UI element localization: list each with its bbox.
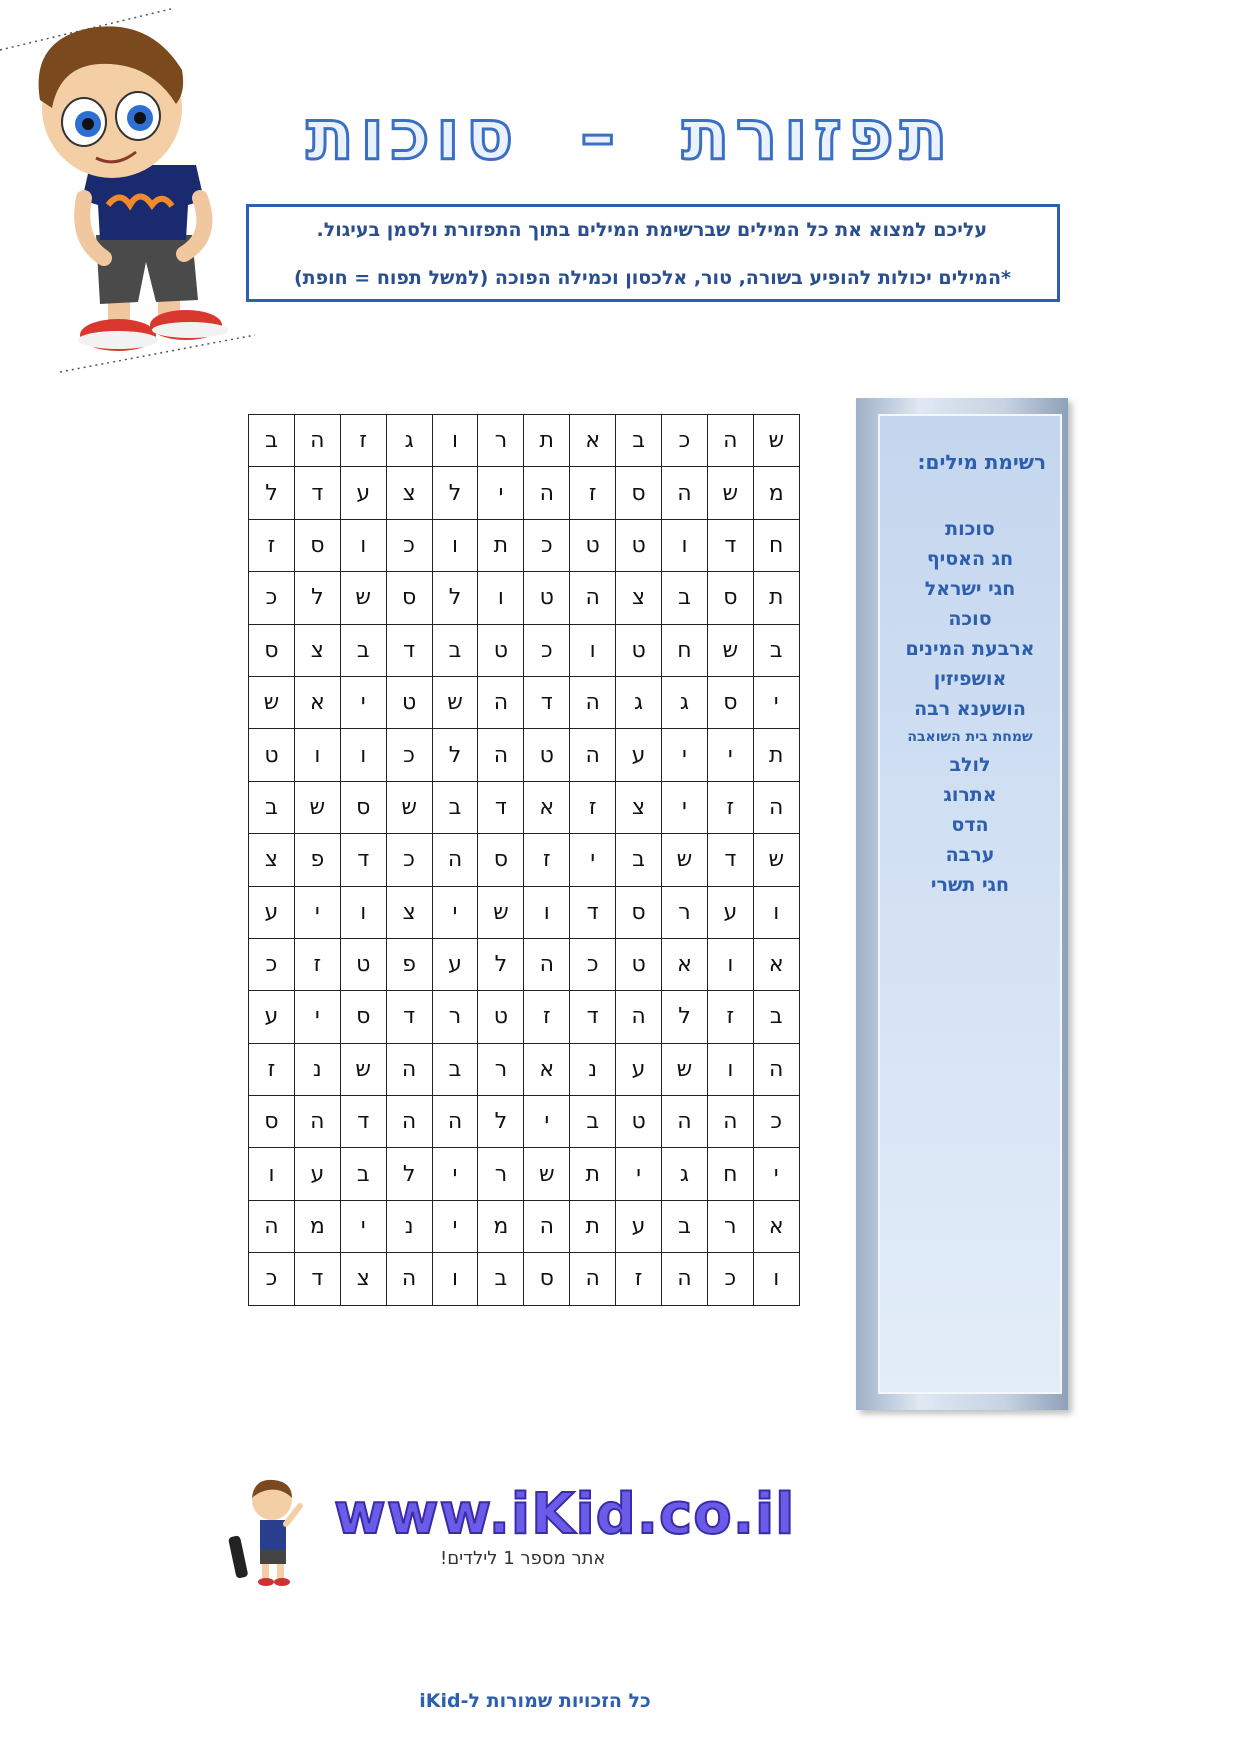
logo-url[interactable]: www.iKid.co.il — [334, 1482, 796, 1547]
grid-cell[interactable]: ו — [432, 519, 478, 571]
grid-cell[interactable]: פ — [386, 938, 432, 990]
grid-cell[interactable]: י — [662, 729, 708, 781]
grid-cell[interactable]: ו — [753, 886, 799, 938]
grid-cell[interactable]: ש — [524, 1148, 570, 1200]
grid-cell[interactable]: ו — [570, 624, 616, 676]
grid-cell[interactable]: י — [432, 1200, 478, 1252]
grid-cell[interactable]: ח — [707, 1148, 753, 1200]
grid-cell[interactable]: א — [570, 415, 616, 467]
grid-cell[interactable]: צ — [340, 1253, 386, 1305]
grid-row — [249, 624, 800, 676]
grid-cell[interactable]: ז — [249, 519, 295, 571]
word-item: שמחת בית השואבה — [907, 729, 1033, 745]
grid-cell[interactable]: ר — [478, 1043, 524, 1095]
grid-cell[interactable]: ת — [570, 1200, 616, 1252]
word-item: סוכות — [945, 518, 995, 540]
grid-cell[interactable]: ב — [432, 1043, 478, 1095]
grid-cell[interactable]: י — [570, 834, 616, 886]
grid-row — [249, 676, 800, 728]
grid-row — [249, 415, 800, 467]
grid-cell[interactable]: נ — [386, 1200, 432, 1252]
grid-cell[interactable]: ט — [616, 519, 662, 571]
grid-cell[interactable]: ת — [478, 519, 524, 571]
grid-cell[interactable]: כ — [386, 729, 432, 781]
grid-cell[interactable]: מ — [294, 1200, 340, 1252]
grid-cell[interactable]: י — [524, 1096, 570, 1148]
grid-cell[interactable]: ה — [294, 415, 340, 467]
grid-cell[interactable]: ל — [432, 729, 478, 781]
grid-cell[interactable]: ד — [386, 624, 432, 676]
word-item: לולב — [949, 754, 991, 776]
grid-cell[interactable]: י — [616, 1148, 662, 1200]
grid-cell[interactable]: ה — [707, 1096, 753, 1148]
grid-cell[interactable]: ז — [249, 1043, 295, 1095]
grid-cell[interactable]: ש — [294, 781, 340, 833]
grid-cell[interactable]: ז — [707, 991, 753, 1043]
grid-cell[interactable]: ל — [662, 991, 708, 1043]
grid-cell[interactable]: כ — [524, 624, 570, 676]
grid-cell[interactable]: ה — [616, 991, 662, 1043]
word-list-panel-inner — [878, 414, 1062, 1394]
grid-cell[interactable]: י — [753, 1148, 799, 1200]
grid-cell[interactable]: ס — [249, 1096, 295, 1148]
grid-cell[interactable]: א — [294, 676, 340, 728]
grid-cell[interactable]: ש — [753, 415, 799, 467]
grid-row — [249, 1253, 800, 1305]
word-list-title: רשימת מילים: — [917, 450, 1046, 474]
grid-cell[interactable]: ו — [432, 415, 478, 467]
word-item: הדס — [951, 814, 989, 836]
grid-cell[interactable]: י — [294, 991, 340, 1043]
grid-cell[interactable]: מ — [478, 1200, 524, 1252]
grid-cell[interactable]: ו — [294, 729, 340, 781]
grid-cell[interactable]: ת — [524, 415, 570, 467]
grid-cell[interactable]: ט — [570, 519, 616, 571]
grid-cell[interactable]: ת — [570, 1148, 616, 1200]
grid-cell[interactable]: ה — [753, 781, 799, 833]
grid-cell[interactable]: ו — [432, 1253, 478, 1305]
grid-cell[interactable]: ר — [432, 991, 478, 1043]
grid-cell[interactable]: ו — [478, 572, 524, 624]
grid-cell[interactable]: ע — [707, 886, 753, 938]
grid-cell[interactable]: כ — [524, 519, 570, 571]
grid-cell[interactable]: ס — [616, 886, 662, 938]
grid-cell[interactable]: ז — [524, 991, 570, 1043]
grid-cell[interactable]: פ — [294, 834, 340, 886]
grid-cell[interactable]: ז — [570, 467, 616, 519]
grid-cell[interactable]: ה — [386, 1096, 432, 1148]
grid-cell[interactable]: ב — [662, 572, 708, 624]
grid-cell[interactable]: ה — [570, 729, 616, 781]
grid-cell[interactable]: ב — [616, 415, 662, 467]
footer-copyright: כל הזכויות שמורות ל-iKid — [419, 1690, 651, 1712]
grid-cell[interactable]: צ — [616, 572, 662, 624]
grid-cell[interactable]: ע — [249, 886, 295, 938]
grid-cell[interactable]: נ — [570, 1043, 616, 1095]
page-title: תפזורת – סוכות — [306, 94, 954, 176]
grid-cell[interactable]: צ — [386, 886, 432, 938]
grid-cell[interactable]: ט — [616, 1096, 662, 1148]
word-item: סוכה — [948, 608, 992, 630]
grid-cell[interactable]: ל — [249, 467, 295, 519]
grid-cell[interactable]: י — [478, 467, 524, 519]
logo-kid-illustration — [228, 1476, 308, 1586]
instructions-line-2: *המילים יכולות להופיע בשורה, טור, אלכסון וכמילה הפוכה (למשל תפוח = חופת) — [293, 267, 1011, 289]
grid-cell[interactable]: ר — [707, 1200, 753, 1252]
grid-cell[interactable]: צ — [294, 624, 340, 676]
grid-cell[interactable]: ט — [386, 676, 432, 728]
grid-cell[interactable]: י — [340, 1200, 386, 1252]
grid-cell[interactable]: ה — [662, 1096, 708, 1148]
grid-cell[interactable]: ל — [478, 1096, 524, 1148]
grid-cell[interactable]: ש — [432, 676, 478, 728]
grid-row — [249, 729, 800, 781]
grid-cell[interactable]: ס — [524, 1253, 570, 1305]
grid-cell[interactable]: ד — [340, 1096, 386, 1148]
grid-cell[interactable]: ב — [340, 1148, 386, 1200]
grid-cell[interactable]: ה — [524, 467, 570, 519]
grid-cell[interactable]: ב — [478, 1253, 524, 1305]
grid-row — [249, 834, 800, 886]
grid-cell[interactable]: א — [753, 938, 799, 990]
grid-cell[interactable]: א — [662, 938, 708, 990]
grid-cell[interactable]: ד — [524, 676, 570, 728]
grid-row — [249, 1148, 800, 1200]
grid-cell[interactable]: ב — [249, 781, 295, 833]
grid-cell[interactable]: ס — [707, 676, 753, 728]
word-item: ארבעת המינים — [905, 638, 1035, 660]
grid-cell[interactable]: ד — [570, 991, 616, 1043]
grid-cell[interactable]: ג — [386, 415, 432, 467]
grid-cell[interactable]: ט — [478, 624, 524, 676]
grid-cell[interactable]: ש — [707, 624, 753, 676]
grid-cell[interactable]: כ — [249, 1253, 295, 1305]
grid-cell[interactable]: כ — [249, 572, 295, 624]
grid-cell[interactable]: ב — [753, 991, 799, 1043]
grid-cell[interactable]: מ — [753, 467, 799, 519]
grid-cell[interactable]: ג — [662, 1148, 708, 1200]
grid-cell[interactable]: ו — [340, 729, 386, 781]
grid-cell[interactable]: ש — [478, 886, 524, 938]
grid-cell[interactable]: ד — [707, 519, 753, 571]
grid-cell[interactable]: ו — [662, 519, 708, 571]
grid-cell[interactable]: ר — [662, 886, 708, 938]
instructions-box — [246, 204, 1060, 302]
grid-cell[interactable]: ע — [616, 1043, 662, 1095]
grid-cell[interactable]: ז — [570, 781, 616, 833]
grid-cell[interactable]: ס — [294, 519, 340, 571]
grid-cell[interactable]: ע — [249, 991, 295, 1043]
grid-cell[interactable]: ה — [524, 1200, 570, 1252]
grid-row — [249, 1200, 800, 1252]
grid-cell[interactable]: ב — [340, 624, 386, 676]
grid-cell[interactable]: ב — [753, 624, 799, 676]
grid-cell[interactable]: ט — [524, 572, 570, 624]
grid-cell[interactable]: ש — [340, 572, 386, 624]
grid-cell[interactable]: ר — [478, 415, 524, 467]
grid-row — [249, 1043, 800, 1095]
grid-cell[interactable]: י — [707, 729, 753, 781]
grid-cell[interactable]: ב — [432, 624, 478, 676]
grid-row — [249, 572, 800, 624]
grid-cell[interactable]: ט — [249, 729, 295, 781]
grid-cell[interactable]: ה — [386, 1253, 432, 1305]
grid-cell[interactable]: ה — [386, 1043, 432, 1095]
grid-cell[interactable]: צ — [616, 781, 662, 833]
grid-row — [249, 991, 800, 1043]
grid-cell[interactable]: ה — [294, 1096, 340, 1148]
grid-cell[interactable]: ח — [662, 624, 708, 676]
grid-cell[interactable]: כ — [570, 938, 616, 990]
grid-cell[interactable]: ז — [294, 938, 340, 990]
grid-cell[interactable]: ז — [524, 834, 570, 886]
grid-cell[interactable]: ה — [570, 676, 616, 728]
grid-cell[interactable]: ה — [524, 938, 570, 990]
grid-cell[interactable]: ש — [707, 467, 753, 519]
grid-cell[interactable]: ו — [524, 886, 570, 938]
grid-cell[interactable]: נ — [294, 1043, 340, 1095]
word-item: חגי ישראל — [924, 578, 1016, 600]
grid-cell[interactable]: ו — [249, 1148, 295, 1200]
grid-row — [249, 467, 800, 519]
word-item: הושענא רבה — [914, 698, 1026, 720]
grid-cell[interactable]: כ — [386, 519, 432, 571]
grid-cell[interactable]: ס — [386, 572, 432, 624]
grid-cell[interactable]: ה — [432, 834, 478, 886]
instructions-line-1: עליכם למצוא את כל המילים שברשימת המילים בתוך התפזורת ולסמן בעיגול. — [316, 219, 987, 241]
grid-cell[interactable]: א — [524, 1043, 570, 1095]
grid-cell[interactable]: י — [662, 781, 708, 833]
grid-cell[interactable]: א — [524, 781, 570, 833]
grid-cell[interactable]: ע — [340, 467, 386, 519]
grid-cell[interactable]: ת — [753, 572, 799, 624]
grid-cell[interactable]: ה — [662, 467, 708, 519]
grid-cell[interactable]: ד — [570, 886, 616, 938]
grid-cell[interactable]: ט — [616, 624, 662, 676]
grid-cell[interactable]: ה — [478, 676, 524, 728]
grid-cell[interactable]: ט — [478, 991, 524, 1043]
grid-cell[interactable]: ה — [570, 572, 616, 624]
grid-cell[interactable]: ג — [616, 676, 662, 728]
word-item: ערבה — [945, 844, 995, 866]
grid-cell[interactable]: י — [753, 676, 799, 728]
grid-cell[interactable]: ל — [294, 572, 340, 624]
grid-cell[interactable]: ב — [662, 1200, 708, 1252]
grid-row — [249, 781, 800, 833]
grid-cell[interactable]: י — [432, 886, 478, 938]
grid-cell[interactable]: ו — [753, 1253, 799, 1305]
grid-cell[interactable]: ט — [524, 729, 570, 781]
grid-cell[interactable]: ל — [432, 467, 478, 519]
grid-cell[interactable]: ג — [662, 676, 708, 728]
grid-cell[interactable]: ע — [294, 1148, 340, 1200]
grid-cell[interactable]: ע — [432, 938, 478, 990]
grid-cell[interactable]: ת — [753, 729, 799, 781]
grid-cell[interactable]: ה — [478, 729, 524, 781]
grid-cell[interactable]: ל — [478, 938, 524, 990]
grid-cell[interactable]: ל — [386, 1148, 432, 1200]
grid-cell[interactable]: כ — [753, 1096, 799, 1148]
word-item: אתרוג — [943, 784, 997, 806]
grid-cell[interactable]: ב — [616, 834, 662, 886]
grid-cell[interactable]: ע — [616, 1200, 662, 1252]
grid-cell[interactable]: ז — [707, 781, 753, 833]
grid-cell[interactable]: ס — [340, 991, 386, 1043]
grid-cell[interactable]: ד — [386, 991, 432, 1043]
grid-cell[interactable]: ב — [570, 1096, 616, 1148]
grid-cell[interactable]: ב — [249, 415, 295, 467]
grid-cell[interactable]: י — [432, 1148, 478, 1200]
grid-cell[interactable]: ע — [616, 729, 662, 781]
grid-cell[interactable]: כ — [707, 1253, 753, 1305]
grid-cell[interactable]: כ — [662, 415, 708, 467]
grid-cell[interactable]: ד — [478, 781, 524, 833]
word-item: חג האסיף — [926, 548, 1014, 570]
grid-cell[interactable]: ה — [432, 1096, 478, 1148]
grid-cell[interactable]: ס — [249, 624, 295, 676]
grid-cell[interactable]: ס — [616, 467, 662, 519]
grid-cell[interactable]: ש — [662, 834, 708, 886]
grid-cell[interactable]: כ — [386, 834, 432, 886]
grid-row — [249, 519, 800, 571]
grid-cell[interactable]: ד — [707, 834, 753, 886]
grid-cell[interactable]: ד — [294, 467, 340, 519]
grid-cell[interactable]: ו — [707, 938, 753, 990]
word-item: אושפיזין — [933, 668, 1007, 690]
grid-cell[interactable]: ש — [386, 781, 432, 833]
grid-cell[interactable]: צ — [249, 834, 295, 886]
grid-row — [249, 1096, 800, 1148]
grid-cell[interactable]: י — [294, 886, 340, 938]
grid-cell[interactable]: ב — [432, 781, 478, 833]
grid-cell[interactable]: ט — [616, 938, 662, 990]
grid-cell[interactable]: ס — [340, 781, 386, 833]
boy-mascot-illustration — [0, 0, 260, 380]
grid-cell[interactable]: ה — [249, 1200, 295, 1252]
grid-cell[interactable]: ש — [340, 1043, 386, 1095]
grid-cell[interactable]: ה — [570, 1253, 616, 1305]
grid-cell[interactable]: ז — [616, 1253, 662, 1305]
grid-cell[interactable]: י — [340, 676, 386, 728]
grid-cell[interactable]: ט — [340, 938, 386, 990]
grid-cell[interactable]: ה — [753, 1043, 799, 1095]
grid-cell[interactable]: ל — [432, 572, 478, 624]
grid-row — [249, 886, 800, 938]
grid-cell[interactable]: ו — [340, 886, 386, 938]
logo-tagline: אתר מספר 1 לילדים! — [440, 1548, 606, 1569]
grid-cell[interactable]: ש — [753, 834, 799, 886]
grid-cell[interactable]: ס — [707, 572, 753, 624]
grid-cell[interactable]: ש — [662, 1043, 708, 1095]
grid-row — [249, 938, 800, 990]
grid-cell[interactable]: ח — [753, 519, 799, 571]
grid-cell[interactable]: ד — [340, 834, 386, 886]
grid-cell[interactable]: ד — [294, 1253, 340, 1305]
grid-cell[interactable]: ה — [707, 415, 753, 467]
grid-cell[interactable]: ש — [249, 676, 295, 728]
grid-cell[interactable]: ז — [340, 415, 386, 467]
word-search-grid — [248, 414, 800, 1306]
word-item: חגי תשרי — [930, 874, 1010, 896]
grid-cell[interactable]: ו — [340, 519, 386, 571]
grid-cell[interactable]: א — [753, 1200, 799, 1252]
word-list — [880, 514, 1060, 900]
word-list-panel — [856, 398, 1068, 1410]
grid-cell[interactable]: צ — [386, 467, 432, 519]
grid-cell[interactable]: ה — [662, 1253, 708, 1305]
grid-cell[interactable]: ו — [707, 1043, 753, 1095]
grid-cell[interactable]: ר — [478, 1148, 524, 1200]
grid-cell[interactable]: כ — [249, 938, 295, 990]
grid-cell[interactable]: ס — [478, 834, 524, 886]
